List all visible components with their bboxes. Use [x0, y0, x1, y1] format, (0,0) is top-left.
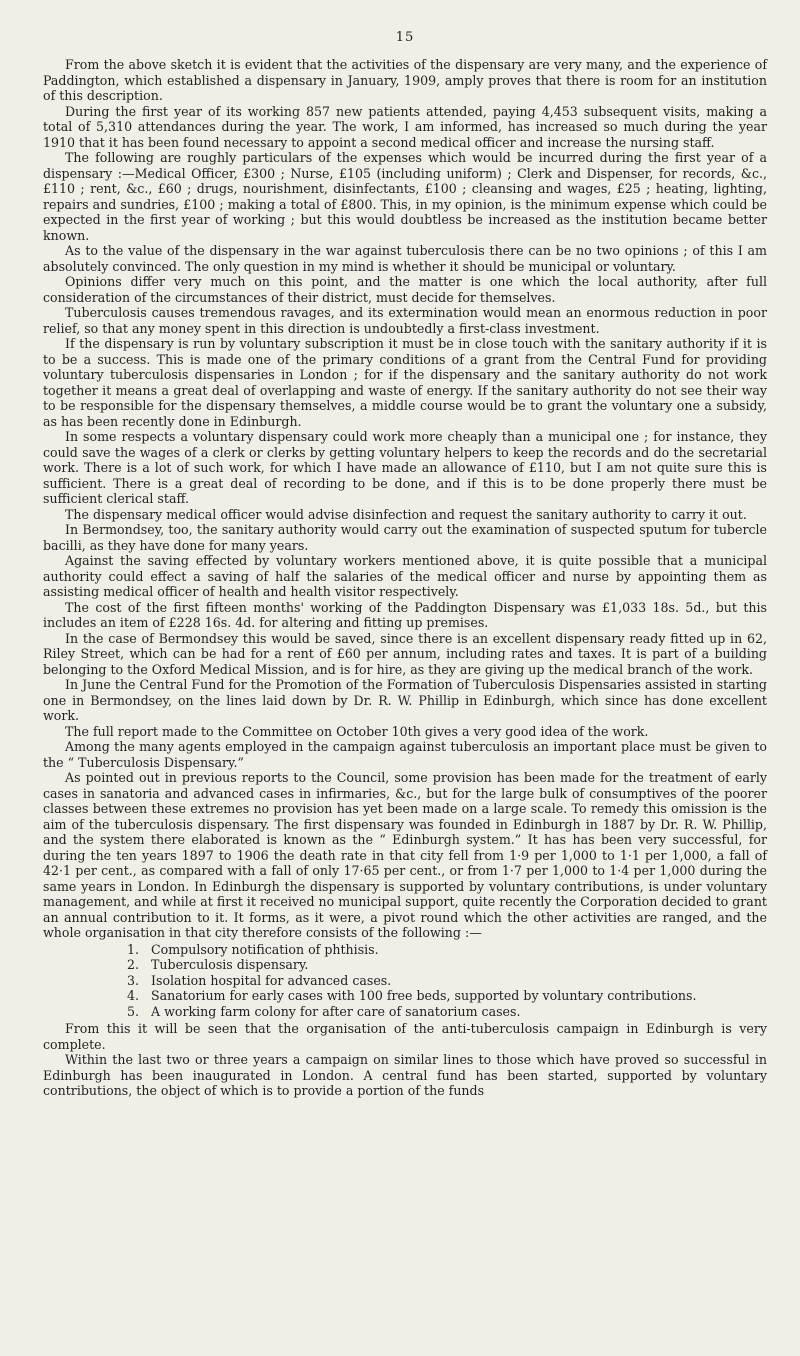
list-item-text: Compulsory notification of phthisis.: [151, 941, 379, 957]
paragraph: In Bermondsey, too, the sanitary authority would carry out the examination of suspected sputum for tubercle bacilli, as they have done for many years.: [43, 522, 767, 553]
paragraph: The dispensary medical officer would advise disinfection and request the sanitary authority to carry it out.: [65, 506, 747, 522]
paragraph: From this it will be seen that the organisation of the anti-tuberculosis campaign in Edinburgh is very complete.: [43, 1021, 767, 1052]
paragraph: The following are roughly particulars of the expenses which would be incurred during the first year of a dispensary :—Medical Officer, £300 ; Nurse, £105 (including uniform) ; Clerk and Dispenser, for records, &c., £110 ; rent, &c., £60 ; drugs, nourishment, disinfectants, £100 ; cleansing and wages, £25 ; heating, lighting, repairs and sundries, £100 ; making a total of £800. This, in my opinion, is the minimum expense which could be expected in the first year of working ; but this would doubtless be increased as the institution became better known.: [43, 150, 767, 243]
list-item-text: Isolation hospital for advanced cases.: [151, 972, 392, 988]
page-number: 15: [395, 30, 415, 45]
paragraph: Among the many agents employed in the campaign against tuberculosis an important place must be given to the “ Tuberculosis Dispensary.”: [43, 739, 767, 770]
paragraphs-after-list: [43, 1021, 767, 1099]
paragraph: Opinions differ very much on this point, and the matter is one which the local authority, after full consideration of the circumstances of their district, must decide for themselves.: [43, 274, 767, 305]
list-item: [127, 1004, 767, 1020]
list-item-text: Sanatorium for early cases with 100 free beds, supported by voluntary contributions.: [151, 988, 697, 1003]
paragraph: During the first year of its working 857 new patients attended, paying 4,453 subsequent visits, making a total of 5,310 attendances during the year. The work, I am informed, has increased so much during the year 1910 that it has been found necessary to appoint a second medical officer and increase the nursing staff.: [43, 103, 767, 150]
organisation-list: [43, 942, 767, 1020]
list-item-number: 3.: [127, 972, 140, 988]
list-item: [127, 957, 767, 973]
paragraph: The cost of the first fifteen months' working of the Paddington Dispensary was £1,033 18s. 5d., but this includes an item of £228 16s. 4d. for altering and fitting up premises.: [43, 599, 767, 630]
list-item-number: 2.: [127, 957, 140, 972]
paragraph: From the above sketch it is evident that the activities of the dispensary are very many, and the experience of Paddington, which established a dispensary in January, 1909, amply proves that there is room for an institution of this description.: [43, 57, 767, 103]
list-item: [127, 942, 767, 958]
body-text: [43, 57, 767, 1099]
paragraph: In the case of Bermondsey this would be saved, since there is an excellent dispensary ready fitted up in 62, Riley Street, which can be had for a rent of £60 per annum, including rates and taxes. It is part of a building belonging to the Oxford Medical Mission, and is for hire, as they are giving up the medical branch of the work.: [43, 630, 767, 677]
paragraph: In some respects a voluntary dispensary could work more cheaply than a municipal one ; for instance, they could save the wages of a clerk or clerks by getting voluntary helpers to keep the records and do the secretarial work. There is a lot of such work, for which I have made an allowance of £110, but I am not quite sure this is sufficient. There is a great deal of recording to be done, and if this is to be done properly there must be sufficient clerical staff.: [43, 429, 767, 506]
paragraph: In June the Central Fund for the Promotion of the Formation of Tuberculosis Dispensaries assisted in starting one in Bermondsey, on the lines laid down by Dr. R. W. Phillip in Edinburgh, which since has done excellent work.: [43, 677, 767, 723]
list-item-text: Tuberculosis dispensary.: [151, 957, 309, 972]
paragraph: As pointed out in previous reports to the Council, some provision has been made for the treatment of early cases in sanatoria and advanced cases in infirmaries, &c., but for the large bulk of consumptives of the poorer classes between these extremes no provision has yet been made on a large scale. To remedy this omission is the aim of the tuberculosis dispensary. The first dispensary was founded in Edinburgh in 1887 by Dr. R. W. Phillip, and the system there elaborated is known as the “ Edinburgh system.” It has has been very successful, for during the ten years 1897 to 1906 the death rate in that city fell from 1·9 per 1,000 to 1·1 per 1,000, a fall of 42·1 per cent., as compared with a fall of only 17·65 per cent., or from 1·7 per 1,000 to 1·4 per 1,000 during the same years in London. In Edinburgh the dispensary is supported by voluntary contributions, is under voluntary management, and while at first it received no municipal support, quite recently the Corporation decided to grant an annual contribution to it. It forms, as it were, a pivot round which the other activities are ranged, and the whole organisation in that city therefore consists of the following :—: [43, 770, 767, 940]
paragraph: Tuberculosis causes tremendous ravages, and its extermination would mean an enormous reduction in poor relief, so that any money spent in this direction is undoubtedly a first-class investment.: [43, 305, 767, 336]
list-item: [127, 988, 767, 1004]
paragraph: Against the saving effected by voluntary workers mentioned above, it is quite possible that a municipal authority could effect a saving of half the salaries of the medical officer and nurse by appointing them as assisting medical officer of health and health visitor respectively.: [43, 553, 767, 599]
paragraph: As to the value of the dispensary in the war against tuberculosis there can be no two opinions ; of this I am absolutely convinced. The only question in my mind is whether it should be municipal or voluntary.: [43, 243, 767, 274]
paragraph: If the dispensary is run by voluntary subscription it must be in close touch with the sanitary authority if it is to be a success. This is made one of the primary conditions of a grant from the Central Fund for providing voluntary tuberculosis dispensaries in London ; for if the dispensary and the sanitary authority do not work together it means a great deal of overlapping and waste of energy. If the sanitary authority do not see their way to be responsible for the dispensary themselves, a middle course would be to grant the voluntary one a subsidy, as has been recently done in Edinburgh.: [43, 336, 767, 429]
list-item-number: 5.: [127, 1003, 140, 1019]
list-item-number: 4.: [127, 988, 140, 1003]
paragraph: Within the last two or three years a campaign on similar lines to those which have proved so successful in Edinburgh has been inaugurated in London. A central fund has been started, supported by voluntary contributions, the object of which is to provide a portion of the funds: [43, 1052, 767, 1098]
list-item-text: A working farm colony for after care of sanatorium cases.: [151, 1003, 521, 1019]
list-item: [127, 973, 767, 989]
paragraph: The full report made to the Committee on October 10th gives a very good idea of the work.: [65, 723, 649, 739]
paragraphs-before-list: [43, 57, 767, 941]
list-item-number: 1.: [127, 941, 140, 957]
